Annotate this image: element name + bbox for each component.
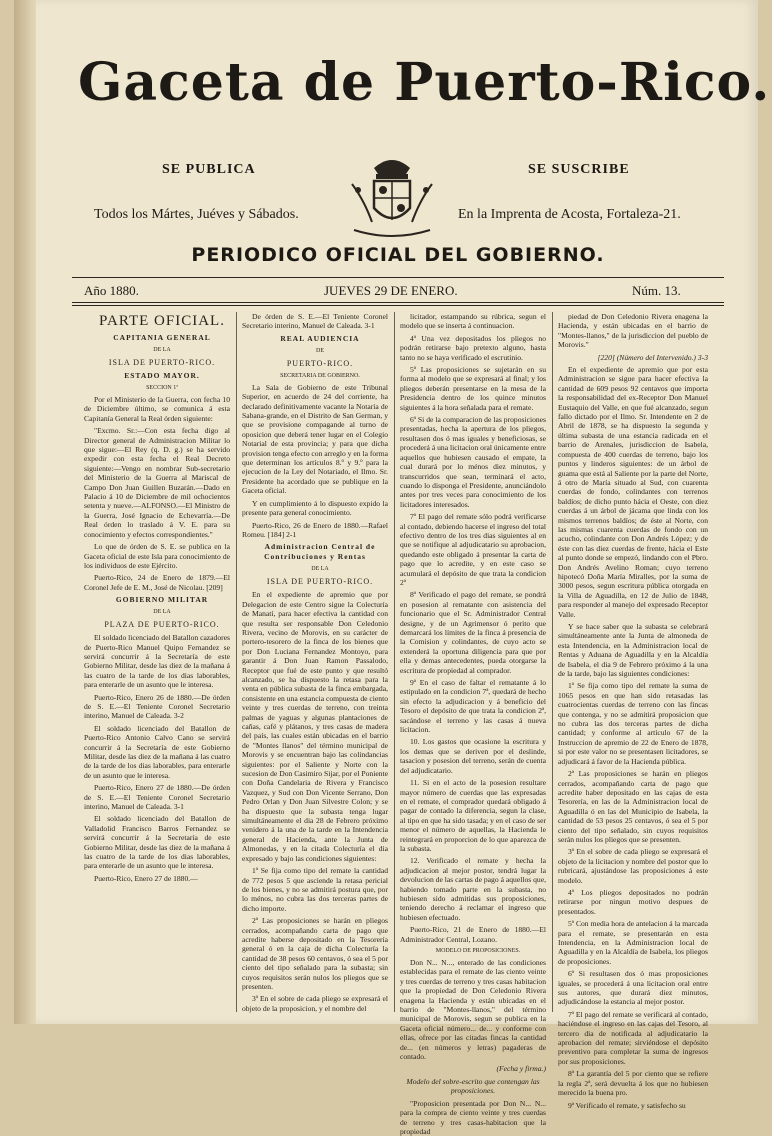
paragraph: 9ª En el caso de faltar el rematante á lo estipulado en la condicion 7ª, quedará de hecho sin efecto la adjudicacion y á beneficio del Tesoro el depósito de que trata la condicion 2ª, sacándose el terreno y las casas á nueva licitacion. — [400, 678, 546, 735]
paragraph: "Excmo. Sr.:—Con esta fecha digo al Director general de Administracion Militar lo que sigue:—El Rey (q. D. g.) se ha servido expedir con esta fecha el Real Decreto siguiente:—Vengo en nombrar Sub-secretario del Ministerio de la Guerra al Mariscal de Campo Don Juan Guillen Buzarán.—Dado en Palacio á 10 de Diciembre de mil ochocientos setenta y nueve.—ALFONSO.—El Ministro de la Guerra, José Ignacio de Echevarría.—De Real órden lo traslado á V. E. para su conocimiento y efectos correspondientes." — [84, 426, 230, 539]
column-3 — [400, 312, 546, 1136]
heading-administracion-place: ISLA DE PUERTO-RICO. — [266, 577, 374, 587]
issue-date: JUEVES 29 DE ENERO. — [324, 283, 458, 298]
paragraph: 10. Los gastos que ocasione la escritura y los demas que se deriven por el deslinde, tasacion y posesion del terreno, serán de cuenta del adjudicatario. — [400, 737, 546, 775]
issue-year: Año 1880. — [84, 283, 139, 298]
paragraph: El soldado licenciado del Batallon de Valladolid Francisco Barros Fernandez se servirá concurrir á la Secretaría de este Gobierno Militar, desde las diez de la mañana á las cuatro de la tarde de los dias laborables, para enterarle de un asunto que le interesa. — [84, 814, 230, 871]
paragraph: Puerto-Rico, 26 de Enero de 1880.—Rafael Romeu. [184] 2-1 — [242, 520, 388, 539]
paragraph: 1ª Se fija como tipo del remate la cantidad de 772 pesos 5 que asciende la retasa pericial de los bienes, y no se admitirá postura que, por lo ménos, no cubra las dos terceras partes de dicho importe. — [242, 866, 388, 913]
column-2 — [242, 312, 388, 1012]
paragraph: Puerto-Rico, Enero 26 de 1880.—De órden de S. E.—El Teniente Coronel Secretario interino, Manuel de Caleada. 3-2 — [84, 692, 230, 721]
paragraph: En el expediente de apremio que por esta Administracion se sigue para hacer efectiva la cantidad de 609 pesos 92 centavos que importa la responsabilidad del ex-Receptor Don Manuel Eustaquio del Valle, en que fué alcanzado, segun fallo dictado por el Ilmo. Sr. Intendente en 2 de Abril de 1878, se ha dispuesto la segunda y última subasta de una estancia radicada en el barrio de Arenales, jurisdiccion de Isabela, compuesta de 400 cuerdas de terreno, bajo los puntos y linderos siguientes: de un árbol de guama que está al Saliente por la parte del Norte, á otro de María situado al Sud, con cuarenta cuerdas de fondo, colindantes con terrenos baldíos; de dicho punto hácia el Oeste, con diez cuerdas á un árbol de jácama que linda con los mismos terrenos baldíos; de éste al Norte, con las mismas cuarenta cuerdas de fondo con un acucho, colindante con Don Andrés López; y de éste con las diez cuerdas de frente, hácia el Este al punto donde se empezó, lindando con el Pbro. Don Andrés Avelino Roman; cuyo terreno hipotecó Doña María Miralles, por la suma de 3000 pesos, segun escritura pública otorgada en la Villa de Aguadilla, en 12 de Julio de 1848, para responder al manejo del expresado Receptor Valle. — [558, 365, 708, 619]
paragraph: 2ª Las proposiciones se harán en pliegos cerrados, acompañando carta de pago que acredite haber depositado en las cajas de esta Tesorería, en las de la Administracion local de Aguadilla ó en las del Municipio de Isabela, la cantidad de 53 pesos 25 centavos, ó sea el 5 por ciento del tipo señalado, sin cuyos requisitos serán nulos los pliegos que se presenten. — [558, 769, 708, 844]
newspaper-page — [14, 0, 771, 1136]
paragraph: 12. Verificado el remate y hecha la adjudicacion al mejor postor, tendrá lugar la devolucion de las cartas de pago á aquellos que, habiendo tomado parte en la subasta, no hubiesen sido admitidas sus proposiciones, teniendo derecho á reclamar el ingreso que hubiesen efectuado. — [400, 856, 546, 922]
coat-of-arms-icon — [344, 150, 440, 242]
heading-gobierno-place: PLAZA DE PUERTO-RICO. — [104, 620, 220, 630]
paragraph: 3ª En el sobre de cada pliego se expresará el objeto de la proposicion, y el nombre del — [242, 994, 388, 1013]
paragraph: 4ª Los pliegos depositados no podrán retirarse por ningun motivo despues de presentados. — [558, 887, 708, 916]
paragraph: 4ª Una vez depositados los pliegos no podrán retirarse bajo pretexto alguno, hasta tanto no se haya verificado el escrutinio. — [400, 333, 546, 362]
paragraph: De órden de S. E.—El Teniente Coronel Secretario interino, Manuel de Caleada. 3-1 — [242, 312, 388, 331]
paragraph: 8ª La garantía del 5 por ciento que se refiere la regla 2ª, será devuelta á los que no hubiesen merecido la buena pro. — [558, 1069, 708, 1098]
paragraph: 7ª El pago del remate se verificará al contado, haciéndose el ingreso en las cajas del Tesoro, al tercero dia de notificada al adjudicatario la aprobacion del remate; sirviéndose el depósito preventivo para completar la suma de ingresos por sus proposiciones. — [558, 1009, 708, 1066]
paragraph: Puerto-Rico, Enero 27 de 1880.—De órden de S. E.—El Teniente Coronel Secretario interino, Manuel de Caleada. 3-1 — [84, 783, 230, 812]
heading-gobierno-militar: GOBIERNO MILITAR — [115, 595, 209, 605]
column-1 — [84, 312, 230, 1012]
paragraph: En el expediente de apremio que por Delegacion de este Centro sigue la Colecturía de Manatí, para hacer efectiva la cantidad con que resulta ser responsable Don Celedonio Rivera, vecino de Morovis, en su carácter de portero-tesorero de la finca de los bienes que por Don Luciana Fernandez Montoyo, para garantir á Don Juan Ramon Passalodo, Receptor que fué de este punto y que resultó alcanzado, se ha dispuesto la retasa para la venta en pública subasta de la finca embargada, consistente en una estancia compuesta de ciento veinte y tres cuerdas de terreno, con treinta palmas de yaguas y algunas plantaciones de cañas, café y plátanos, y tres casas de madera del país, las cuales están ubicadas en el barrio de "Montes llanos" del término municipal de Morovis y se encuentran bajo las colindancias siguientes: por el Saliente y Norte con la sucesion de Don Casimiro Sijar, por el Poniente con Doña Candelaria de Rivera y Francisco Vazquez, y Sud con Don Vicente Serrano, Don Pedro Orlan y Don Juan Silvestre Colon; y se ha dispuesto que la subasta tenga lugar simultáneamente el dia 28 de Febrero próximo venidero á la una de la tarde en la Intendencia general de Hacienda, ante la Junta de Almonedas, y en la citada Colecturía el dia expresado y bajo las condiciones siguientes: — [242, 590, 388, 863]
paragraph: 3ª En el sobre de cada pliego se expresará el objeto de la licitacion y nombre del postor que lo rubricará, ajustándose las proposiciones á este modelo. — [558, 847, 708, 885]
publish-heading: SE PUBLICA — [162, 162, 256, 177]
column-divider — [236, 312, 237, 1012]
column-divider — [394, 312, 395, 1012]
model-note: Modelo del sobre-escrito que contengan las proposiciones. — [406, 1076, 540, 1096]
column-divider — [552, 312, 553, 1012]
heading-real-audiencia: REAL AUDIENCIA — [280, 333, 360, 343]
divider-bottom — [72, 302, 724, 303]
paragraph: 6ª Si de la comparacion de las proposiciones presentadas, hecha la apertura de los pliegos, resultasen dos ó mas iguales y beneficiosas, se procederá á una licitacion oral únicamente entre aquellos que hubiesen causado el empate, la cual durará por lo ménos diez minutos, y transcurridos que sean, terminará el acto, cuando lo disponga el Presidente, anunciándolo antes por tres veces para conocimiento de los licitadores interesados. — [400, 415, 546, 509]
paragraph: El soldado licenciado del Batallon cazadores de Puerto-Rico Manuel Quipo Fernandez se servirá concurrir á la Secretaría de este Gobierno Militar, desde las diez de la mañana á las cuatro de la tarde de los dias laborables, para enterarle de un asunto que le interesa. — [84, 633, 231, 690]
paragraph: Por el Ministerio de la Guerra, con fecha 10 de Diciembre último, se comunica á esta Capitanía General la Real órden siguiente: — [84, 395, 230, 423]
paragraph: "Proposicion presentada por Don N... N... para la compra de ciento veinte y tres cuerdas de terreno y tres casas-habitacion que la propiedad — [400, 1098, 546, 1136]
heading-modelo: MODELO DE PROPOSICIONES. — [435, 948, 521, 954]
divider-top — [72, 277, 724, 278]
publication-days: Todos los Mártes, Juéves y Sábados. — [94, 207, 299, 222]
paragraph: licitador, estampando su rúbrica, segun el modelo que se inserta á continuacion. — [400, 312, 546, 331]
heading-administracion-sub: DE LA — [311, 566, 329, 573]
masthead-title: Gaceta de Puerto-Rico. — [78, 52, 771, 113]
paragraph: Puerto-Rico, 21 de Enero de 1880.—El Administrador Central, Lozano. — [400, 925, 546, 944]
paragraph: Lo que de órden de S. E. se publica en la Gaceta oficial de este Isla para conocimiento de los individuos de este Ejército. — [84, 542, 230, 570]
paragraph: 5ª Las proposiciones se sujetarán en su forma al modelo que se expresará al final; y los pliegos deberán presentarse en la mesa de la Presidencia dentro de los quince minutos siguientes á la hora señalada para el remate. — [400, 365, 546, 412]
heading-estado-mayor: ESTADO MAYOR. — [124, 371, 200, 380]
heading-seccion: SECCION 1ª — [146, 385, 178, 391]
reference-number: [220] (Número del Intervenido.) 3-3 — [597, 352, 708, 362]
heading-gobierno-sub: DE LA — [153, 609, 171, 616]
heading-capitania-place: ISLA DE PUERTO-RICO. — [108, 358, 216, 367]
signature-note: (Fecha y firma.) — [496, 1064, 546, 1074]
paragraph: 9ª Verificado el remate, y satisfecho su — [568, 1100, 686, 1110]
newspaper-subtitle: PERIODICO OFICIAL DEL GOBIERNO. — [191, 244, 605, 266]
heading-administracion: Administracion Central de Contribuciones y Rentas — [264, 542, 376, 562]
page-binding — [14, 0, 36, 1024]
paragraph: 11. Si en el acto de la posesion resultare mayor número de cuerdas que las expresadas en el remate, el comprador quedará obligado á pagar de contado la diferencia, segun la clase, al tipo en que ha sido tasada; y en el caso de ser menor el número de aquellas, la Hacienda le reintegrará en proporcion de lo que aparezca de la subasta. — [400, 778, 546, 853]
section-title: PARTE OFICIAL. — [99, 313, 225, 329]
paragraph: 8ª Verificado el pago del remate, se pondrá en posesion al rematante con asistencia del funcionario que el Sr. Administrador Central designe, y de un Agrimensor ó perito que demarcará los límites de la finca á presencia de la Comision y colindantes, de cuyo acto se extenderá la oportuna diligencia para que por ella y demas antecedentes, pueda otorgarse la escritura de propiedad al comprador. — [400, 590, 546, 675]
paragraph: 1ª Se fija como tipo del remate la suma de 1065 pesos en que han sido retasadas las cuatrocientas cuerdas de terreno con las fincas que contenga, y no se admitirá proposicion que no cubra las dos terceras partes de dicha cantidad; y conforme al artículo 67 de la Instruccion de apremio de 22 de Enero de 1878, si por este valor no se presentasen licitadores, se adjudicará á favor de la Hacienda pública. — [558, 681, 708, 766]
paragraph: 5ª Con media hora de antelacion á la marcada para el remate, se presentarán en esta Intendencia, en la Administracion local de Aguadilla y en la Alcaldía de Isabela, los pliegos de proposiciones. — [558, 919, 708, 966]
paragraph: 7ª El pago del remate sólo podrá verificarse al contado, debiendo hacerse el ingreso del total efectivo dentro de los tres dias siguientes al en que se notifique al adjudicatario su aprobacion, quedando este obligado á presentar la carta de pago que lo acredite, y en este caso se acumulará el depósito de que trata la condicion 2ª — [400, 512, 546, 587]
paragraph: Y se hace saber que la subasta se celebrará simultáneamente ante la Junta de almoneda de esta Intendencia, en la Administracion local de Rentas y Aduana de Aguadilla y en la Alcaldía de Isabela, el dia 9 de Febrero próximo á la una de la tarde, bajo las siguientes condiciones: — [558, 622, 708, 679]
paragraph: Don N... N..., enterado de las condiciones establecidas para el remate de las ciento veinte y tres cuerdas de terreno y tres casas habitacion que la propiedad de Don Celedonio Rivera enagena la Hacienda y están ubicadas en el barrio de "Montes-llanos," del término municipal de Morovis, segun se publica en la Gaceta oficial número... de... y conforme con ellas, ofrece por las citadas fincas la cantidad de... (en números y letras) pagaderas de contado. — [400, 958, 546, 1062]
heading-capitania: CAPITANIA GENERAL — [113, 333, 211, 342]
paragraph: Puerto-Rico, Enero 27 de 1880.— — [94, 873, 198, 883]
paragraph: piedad de Don Celedonio Rivera enagena la Hacienda, y están ubicadas en el barrio de "Montes-llanos," de la jurisdiccion del pueblo de Morovis." — [558, 312, 708, 350]
issue-number: Núm. 13. — [632, 283, 681, 298]
subscribe-heading: SE SUSCRIBE — [528, 162, 630, 177]
heading-capitania-sub: DE LA — [153, 347, 171, 353]
paragraph: Puerto-Rico, 24 de Enero de 1879.—El Coronel Jefe de E. M., José de Nicolau. [209] — [84, 573, 230, 592]
heading-audiencia-sub: DE — [316, 347, 324, 354]
paragraph: 6ª Si resultasen dos ó mas proposiciones iguales, se procederá á una licitacion oral entre sus autores, que durará diez minutos, adjudicándose la estancia al mejor postor. — [558, 969, 708, 1007]
heading-secretaria: SECRETARIA DE GOBIERNO. — [280, 372, 360, 379]
divider-bottom-double — [72, 305, 724, 306]
subscription-address: En la Imprenta de Acosta, Fortaleza-21. — [458, 207, 681, 222]
heading-audiencia-place: PUERTO-RICO. — [286, 358, 354, 368]
paragraph: Y en cumplimiento á lo dispuesto expido la presente para general conocimiento. — [242, 498, 388, 518]
paragraph: La Sala de Gobierno de este Tribunal Superior, en acuerdo de 24 del corriente, ha declarado definitivamente vacante la Notaría de Sabana-grande, en el Distrito de San German, y que se provisione compagande al turno de oposicion que deberá tener lugar en el Colegio Notarial de esta provincia; y para que dicha provision tenga efecto con arreglo y en la forma que determinan los artículos 8.º y 9.º para la ejecucion de la Ley del Notariado, el Ilmo. Sr. Presidente ha acordado que se publique en la Gaceta oficial. — [242, 382, 388, 496]
column-4 — [558, 312, 708, 1110]
paragraph: El soldado licenciado del Batallon de Puerto-Rico Antonio Calvo Cano se servirá concurrir á la Secretaría de este Gobierno Militar, desde las diez de la mañana á las cuatro de la tarde de los dias laborables, para enterarle de un asunto que le interesa. — [84, 723, 230, 780]
paragraph: 2ª Las proposiciones se harán en pliegos cerrados, acompañando carta de pago que acredite haberse depositado en la Tesorería general ó en la caja de dicha Colecturía la cantidad de 38 pesos 60 centavos, ó sea el 5 por ciento del tipo señalado para la subasta; sin cuyos requisitos serán nulos los pliegos que se presenten. — [242, 916, 388, 991]
